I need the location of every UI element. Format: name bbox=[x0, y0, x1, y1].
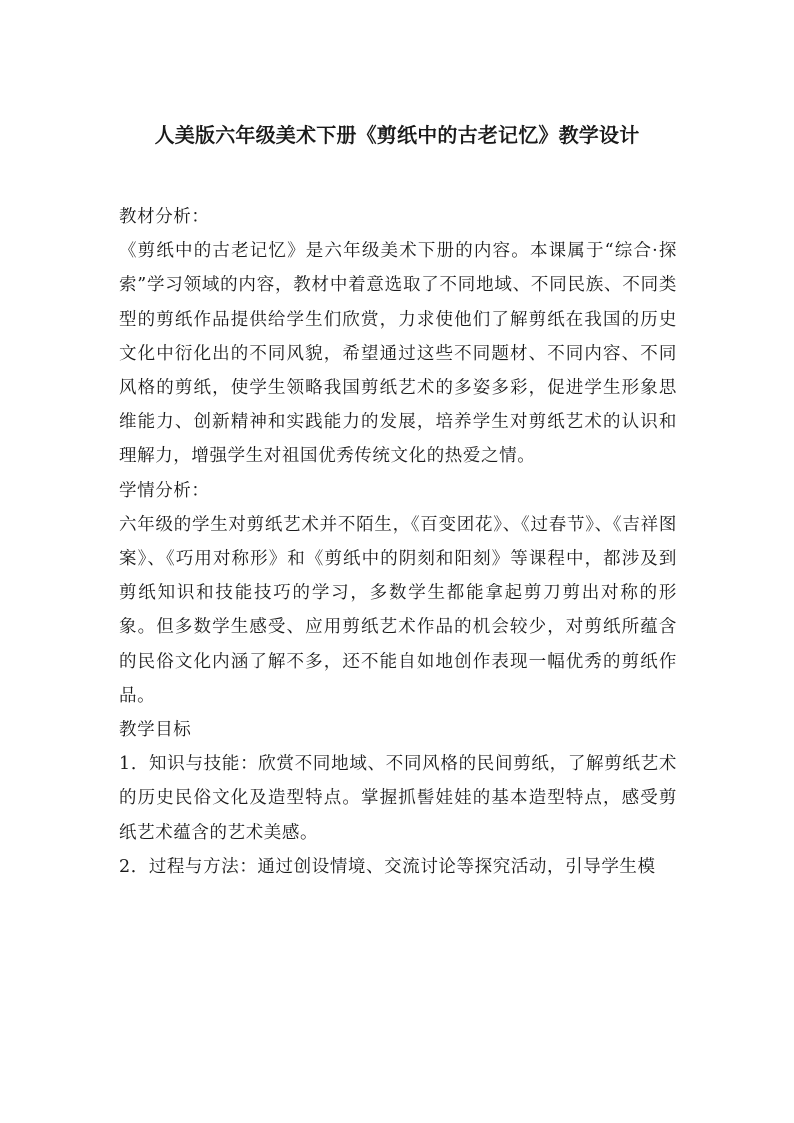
goal-item-process-methods: 2．过程与方法：通过创设情境、交流讨论等探究活动，引导学生模 bbox=[119, 856, 656, 877]
goal-item-knowledge-skills: 1．知识与技能：欣赏不同地域、不同风格的民间剪纸，了解剪纸艺术的历史民俗文化及造型特点。掌握抓髻娃娃的基本造型特点，感受剪纸艺术蕴含的艺术美感。 bbox=[119, 754, 677, 843]
paragraph-student-analysis: 六年级的学生对剪纸艺术并不陌生，《百变团花》、《过春节》、《吉祥图案》、《巧用对称形》和《剪纸中的阴刻和阳刻》等课程中，都涉及到剪纸知识和技能技巧的学习，多数学生都能拿起剪刀剪出对称的形象。但多数学生感受、应用剪纸艺术作品的机会较少，对剪纸所蕴含的民俗文化内涵了解不多，还不能自如地创作表现一幅优秀的剪纸作品。 bbox=[119, 514, 677, 706]
section-heading-teaching-goals: 教学目标 bbox=[119, 720, 192, 741]
section-heading-student-analysis: 学情分析： bbox=[119, 480, 210, 501]
document-body bbox=[119, 200, 677, 884]
section-heading-textbook-analysis: 教材分析： bbox=[119, 207, 210, 227]
paragraph-textbook-analysis: 《剪纸中的古老记忆》是六年级美术下册的内容。本课属于“综合·探索”学习领域的内容，教材中着意选取了不同地域、不同民族、不同类型的剪纸作品提供给学生们欣赏，力求使他们了解剪纸在我国的历史文化中衍化出的不同风貌，希望通过这些不同题材、不同内容、不同风格的剪纸，使学生领略我国剪纸艺术的多姿多彩，促进学生形象思维能力、创新精神和实践能力的发展，培养学生对剪纸艺术的认识和理解力，增强学生对祖国优秀传统文化的热爱之情。 bbox=[119, 241, 677, 467]
document-title: 人美版六年级美术下册《剪纸中的古老记忆》教学设计 bbox=[154, 123, 640, 147]
